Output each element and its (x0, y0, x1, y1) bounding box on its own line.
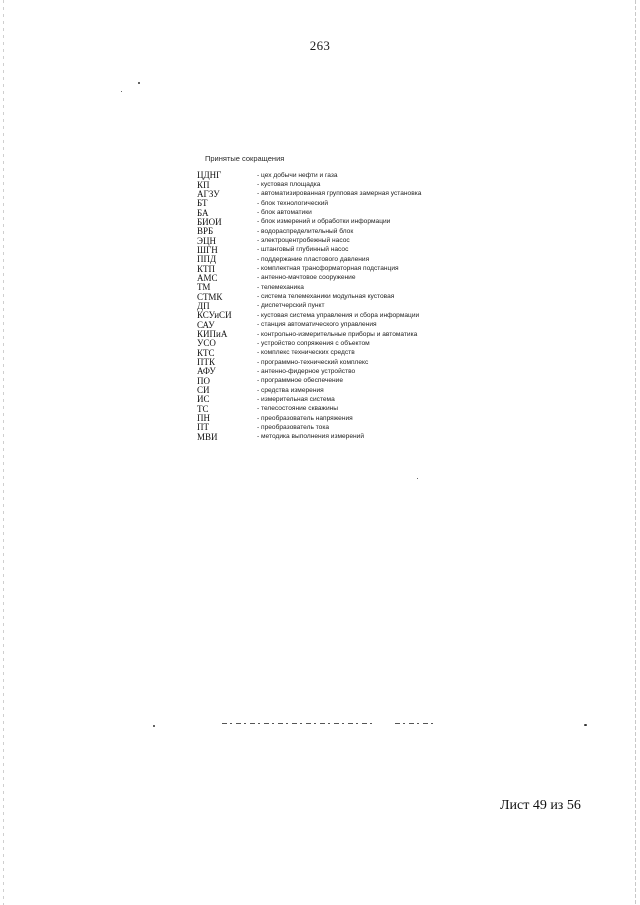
scan-speck (121, 91, 122, 92)
abbreviation-code: СТМК (197, 291, 223, 302)
abbreviation-code: БТ (197, 198, 208, 209)
abbreviation-row (197, 339, 457, 348)
abbreviation-code: ППД (197, 254, 217, 265)
abbreviation-code: КИПиА (197, 329, 228, 340)
abbreviation-definition: - антенно-мачтовое сооружение (257, 274, 356, 282)
abbreviation-row (197, 274, 457, 283)
abbreviation-definition: - водораспределительный блок (257, 227, 354, 235)
abbreviation-definition: - автоматизированная групповая замерная установка (257, 190, 422, 198)
scan-speck (138, 82, 140, 84)
abbreviation-code: ТС (197, 403, 209, 414)
abbreviation-code: БА (197, 207, 209, 218)
abbreviation-row (197, 377, 457, 386)
abbreviation-code: ПТ (197, 422, 209, 433)
abbreviation-code: УСО (197, 338, 216, 349)
abbreviation-code: АГЗУ (197, 188, 220, 199)
abbreviation-definition: - измерительная система (257, 395, 335, 403)
abbreviation-code: ВРБ (197, 226, 214, 237)
abbreviation-code: КСУиСИ (197, 310, 232, 321)
abbreviation-code: АМС (197, 272, 218, 283)
abbreviation-code: КТС (197, 347, 215, 358)
abbreviation-definition: - средства измерения (257, 386, 324, 394)
abbreviation-row (197, 236, 457, 245)
abbreviation-row (197, 395, 457, 404)
abbreviation-row (197, 405, 457, 414)
scan-speck (417, 478, 418, 479)
abbreviation-code: ЦДНГ (197, 170, 222, 181)
abbreviation-definition: - электроцентробежный насос (257, 237, 350, 245)
abbreviation-definition: - телесостояние скважины (257, 405, 339, 413)
abbreviation-definition: - антенно-фидерное устройство (257, 367, 356, 375)
abbreviation-code: АФУ (197, 366, 216, 377)
abbreviation-row (197, 246, 457, 255)
abbreviation-definition: - диспетчерский пункт (257, 302, 325, 310)
abbreviation-definition: - преобразователь тока (257, 423, 330, 431)
scan-edge-left (3, 0, 4, 905)
abbreviation-row (197, 171, 457, 180)
abbreviation-code: ПТК (197, 357, 215, 368)
abbreviation-row (197, 423, 457, 432)
abbreviation-definition: - система телемеханики модульная кустовая (257, 293, 395, 301)
sheet-number-label: Лист 49 из 56 (500, 798, 581, 813)
abbreviation-row (197, 292, 457, 301)
scan-speck (153, 725, 155, 727)
abbreviation-code: ПН (197, 413, 210, 424)
abbreviation-code: ШГН (197, 244, 218, 255)
abbreviation-code: БИОИ (197, 216, 222, 227)
abbreviation-definition: - блок измерений и обработки информации (257, 218, 391, 226)
abbreviation-definition: - кустовая система управления и сбора информации (257, 311, 420, 319)
abbreviation-row (197, 349, 457, 358)
abbreviation-code: ДП (197, 300, 210, 311)
abbreviation-row (197, 264, 457, 273)
abbreviation-row (197, 255, 457, 264)
abbreviation-row (197, 199, 457, 208)
scan-artifact-line (395, 723, 435, 724)
abbreviation-definition: - штанговый глубинный насос (257, 246, 349, 254)
scan-artifact-line (222, 723, 372, 724)
abbreviation-row (197, 180, 457, 189)
section-heading: Принятые сокращения (205, 154, 285, 163)
abbreviation-definition: - устройство сопряжения с объектом (257, 339, 370, 347)
abbreviation-definition: - телемеханика (257, 283, 304, 291)
abbreviation-definition: - цех добычи нефти и газа (257, 171, 338, 179)
abbreviation-row (197, 190, 457, 199)
abbreviation-definition: - преобразователь напряжения (257, 414, 353, 422)
abbreviation-code: ИС (197, 394, 210, 405)
abbreviation-definition: - блок автоматики (257, 209, 312, 217)
abbreviation-row (197, 283, 457, 292)
abbreviation-code: ЭЦН (197, 235, 216, 246)
abbreviation-code: ПО (197, 375, 210, 386)
abbreviation-row (197, 358, 457, 367)
abbreviation-code: САУ (197, 319, 215, 330)
abbreviation-definition: - поддержание пластового давления (257, 255, 370, 263)
abbreviation-definition: - блок технологический (257, 199, 329, 207)
scan-edge-right (635, 0, 636, 905)
abbreviation-row (197, 433, 457, 442)
abbreviation-definition: - программно-технический комплекс (257, 358, 369, 366)
abbreviation-row (197, 367, 457, 376)
abbreviation-code: СИ (197, 385, 210, 396)
abbreviation-row (197, 330, 457, 339)
abbreviation-definition: - комплектная трансформаторная подстанция (257, 265, 399, 273)
abbreviation-definition: - программное обеспечение (257, 377, 343, 385)
abbreviation-code: КТП (197, 263, 215, 274)
abbreviation-row (197, 386, 457, 395)
abbreviation-definition: - методика выполнения измерений (257, 433, 365, 441)
abbreviation-definition: - контрольно-измерительные приборы и автоматика (257, 330, 418, 338)
abbreviation-row (197, 227, 457, 236)
abbreviation-definition: - станция автоматического управления (257, 321, 377, 329)
abbreviation-row (197, 414, 457, 423)
abbreviation-definition: - комплекс технических средств (257, 349, 355, 357)
scan-speck (584, 724, 587, 726)
abbreviation-row (197, 218, 457, 227)
abbreviation-row (197, 302, 457, 311)
page-number: 263 (309, 38, 331, 53)
abbreviation-code: ТМ (197, 282, 211, 293)
abbreviation-row (197, 311, 457, 320)
abbreviation-code: МВИ (197, 431, 218, 442)
abbreviation-row (197, 208, 457, 217)
abbreviation-row (197, 321, 457, 330)
abbreviation-definition: - кустовая площадка (257, 181, 321, 189)
abbreviation-list (197, 171, 457, 442)
abbreviation-code: КП (197, 179, 210, 190)
